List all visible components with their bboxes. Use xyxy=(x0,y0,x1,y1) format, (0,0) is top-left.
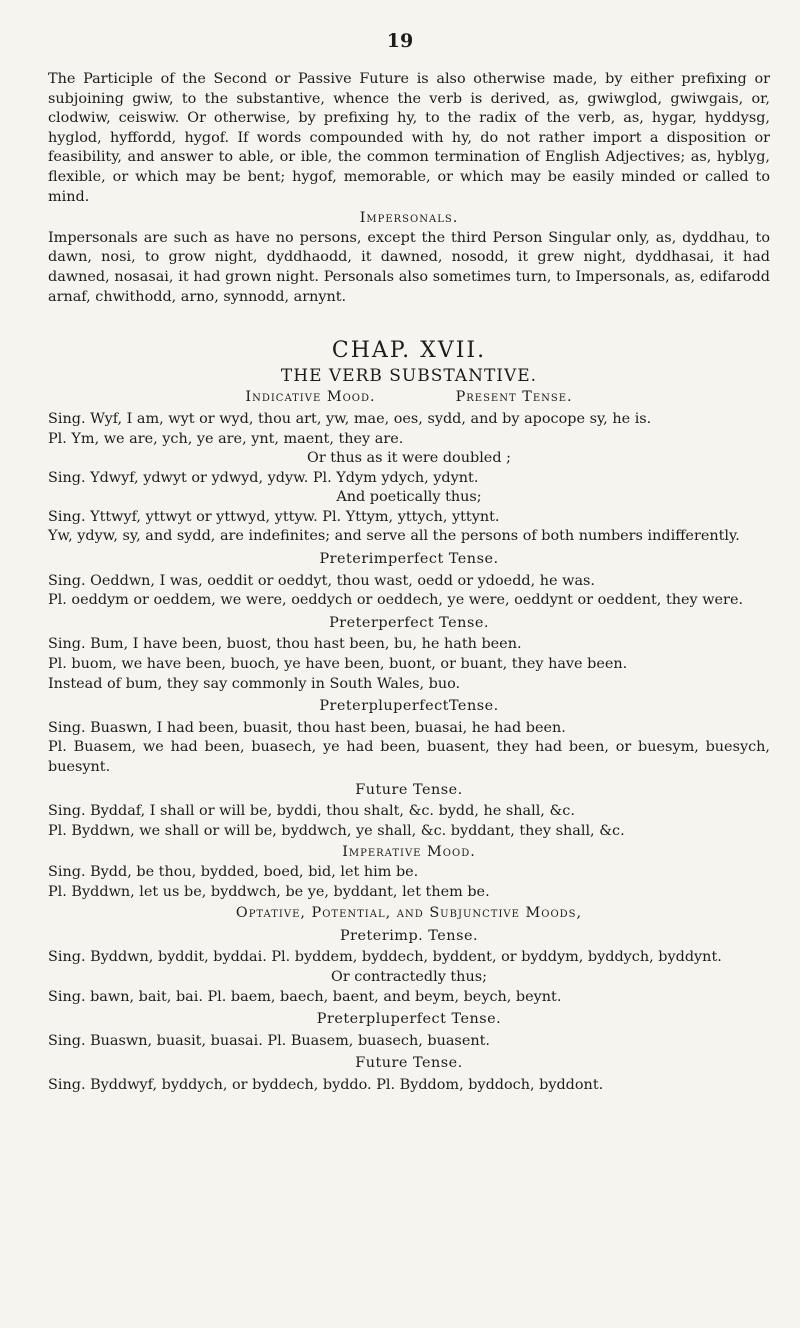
participle-paragraph: The Participle of the Second or Passive Future is also otherwise made, by either prefixing or subjoining gwiw, to the substantive, whence the verb is derived, as, gwiwglod, gwiwgais, or, clodwiw, ceiswiw. Or otherwise, by prefixing hy, to the radix of the verb, as, hygar, hyddysg, hyglod, hyffordd, hygof. If words compounded with hy, do not rather import a disposition or feasibility, and answer to able, or ible, the common termination of English Adjectives; as, hyblyg, flexible, or which may be bent; hygof, memorable, or which may be easily minded or called to mind. xyxy=(48,71,770,205)
imperative-line: Sing. Bydd, be thou, bydded, boed, bid, let him be. xyxy=(48,863,419,880)
optative-line: Sing. Byddwn, byddit, byddai. Pl. byddem, byddech, byddent, or byddym, byddych, byddynt. xyxy=(48,949,722,966)
optative-heading: Optative, Potential, and Subjunctive Moods, xyxy=(235,905,583,922)
chapter-number: CHAP. XVII. xyxy=(331,338,487,364)
preterimperfect-line: Pl. oeddym or oeddem, we were, oeddych or oeddech, ye were, oeddynt or oeddent, they were. xyxy=(48,592,744,609)
preterperfect-line: Sing. Bum, I have been, buost, thou hast been, bu, he hath been. xyxy=(48,636,522,653)
preterpluperfect-heading: PreterpluperfectTense. xyxy=(319,698,499,715)
optative-line: Sing. bawn, bait, bai. Pl. baem, baech, baent, and beym, beych, beynt. xyxy=(48,988,562,1005)
optative-line: Sing. Buaswn, buasit, buasai. Pl. Buasem, buasech, buasent. xyxy=(48,1032,490,1049)
indicative-mood-heading: Indicative Mood. xyxy=(245,389,376,406)
future-line: Sing. Byddaf, I shall or will be, byddi, thou shalt, &c. bydd, he shall, &c. xyxy=(48,803,575,820)
optative-future-heading: Future Tense. xyxy=(355,1055,463,1072)
impersonals-heading: Impersonals. xyxy=(359,210,459,227)
present-note: Or thus as it were doubled ; xyxy=(307,450,511,467)
optative-line: Sing. Byddwyf, byddych, or byddech, byddo. Pl. Byddom, byddoch, byddont. xyxy=(48,1076,604,1093)
optative-preterpluperfect-heading: Preterpluperfect Tense. xyxy=(316,1011,502,1028)
present-line: Pl. Ym, we are, ych, ye are, ynt, maent, they are. xyxy=(48,430,404,447)
present-note: And poetically thus; xyxy=(336,489,482,506)
impersonals-paragraph: Impersonals are such as have no persons, except the third Person Singular only, as, dyddhau, to dawn, nosi, to grow night, dyddhaodd, it dawned, nosodd, it grew night, dyddhasai, it had dawned, nosasai, it had grown night. Personals also sometimes turn, to Impersonals, as, edifarodd arnaf, chwithodd, arno, synnodd, arnynt. xyxy=(48,229,770,305)
future-heading: Future Tense. xyxy=(355,781,463,798)
optative-note: Or contractedly thus; xyxy=(331,968,487,985)
page-number: 19 xyxy=(386,30,414,52)
present-line: Yw, ydyw, sy, and sydd, are indefinites; and serve all the persons of both numbers indifferently. xyxy=(48,528,740,545)
present-line: Sing. Yttwyf, yttwyt or yttwyd, yttyw. Pl. Yttym, yttych, yttynt. xyxy=(48,508,500,525)
preterperfect-line: Pl. buom, we have been, buoch, ye have been, buont, or buant, they have been. xyxy=(48,656,628,673)
present-tense-heading: Present Tense. xyxy=(455,389,573,406)
preterimp-heading: Preterimp. Tense. xyxy=(339,927,479,944)
page-text xyxy=(48,70,770,1096)
present-line: Sing. Wyf, I am, wyt or wyd, thou art, yw, mae, oes, sydd, and by apocope sy, he is. xyxy=(48,410,652,427)
future-line: Pl. Byddwn, we shall or will be, byddwch, ye shall, &c. byddant, they shall, &c. xyxy=(48,822,625,839)
chapter-title: THE VERB SUBSTANTIVE. xyxy=(280,365,538,386)
preterpluperfect-line: Sing. Buaswn, I had been, buasit, thou hast been, buasai, he had been. xyxy=(48,719,566,736)
preterperfect-heading: Preterperfect Tense. xyxy=(329,614,489,631)
imperative-line: Pl. Byddwn, let us be, byddwch, be ye, byddant, let them be. xyxy=(48,883,490,900)
preterpluperfect-line: Pl. Buasem, we had been, buasech, ye had been, buasent, they had been, or buesym, buesych, buesynt. xyxy=(48,739,770,775)
imperative-heading: Imperative Mood. xyxy=(342,844,476,861)
indicative-heading-row xyxy=(48,388,770,408)
present-line: Sing. Ydwyf, ydwyt or ydwyd, ydyw. Pl. Ydym ydych, ydynt. xyxy=(48,469,479,486)
preterimperfect-line: Sing. Oeddwn, I was, oeddit or oeddyt, thou wast, oedd or ydoedd, he was. xyxy=(48,572,595,589)
preterimperfect-heading: Preterimperfect Tense. xyxy=(319,551,499,568)
preterperfect-line: Instead of bum, they say commonly in South Wales, buo. xyxy=(48,675,461,692)
